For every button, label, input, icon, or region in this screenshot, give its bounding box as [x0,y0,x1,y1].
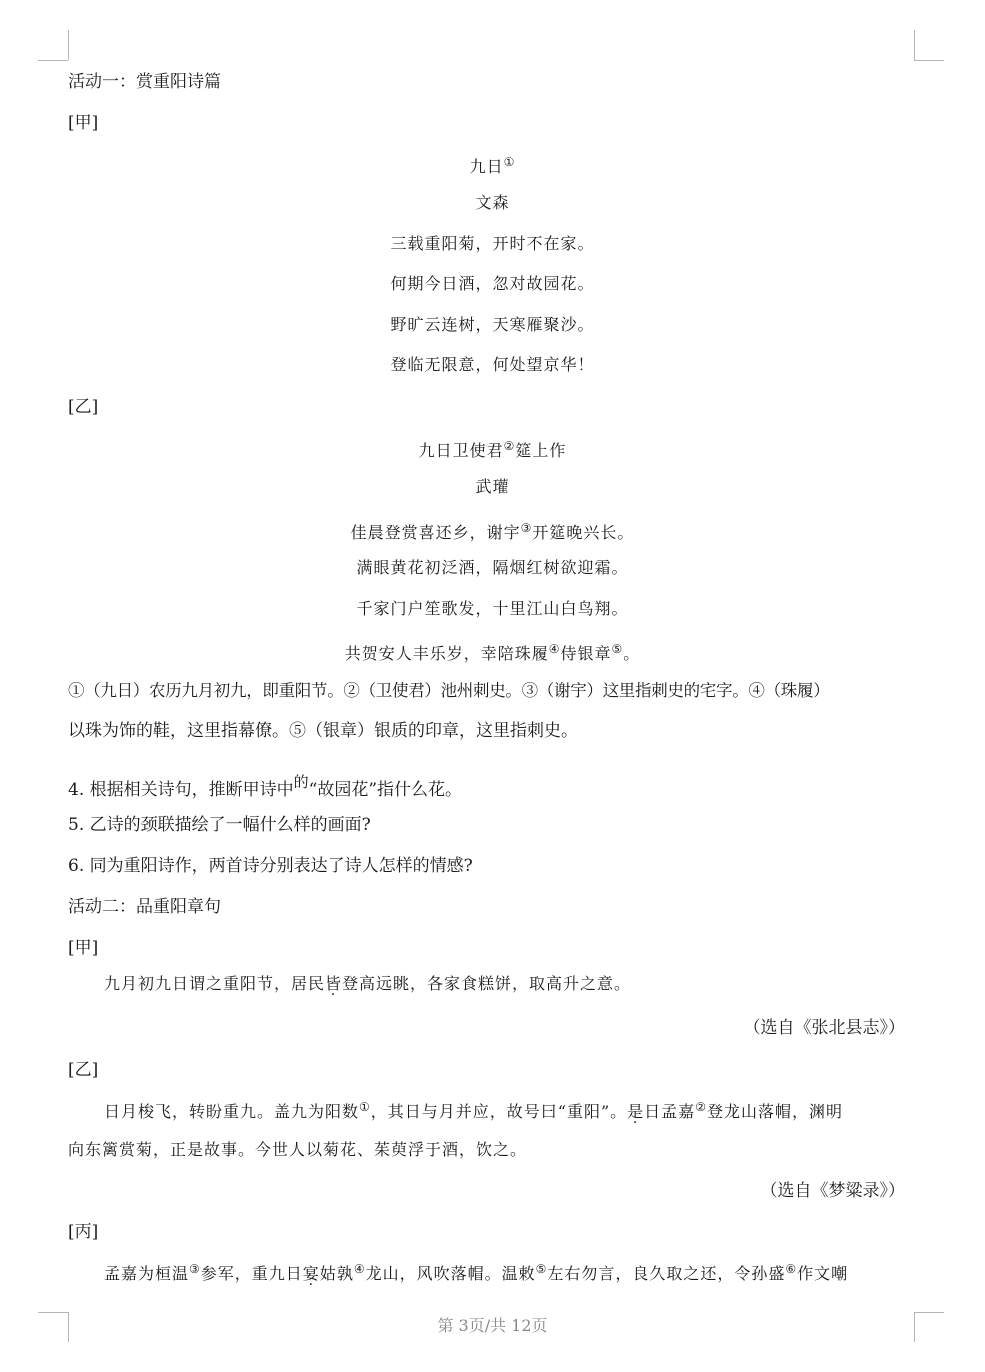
footnote-marker: ④ [353,1262,366,1276]
section-label-yi: [乙] [68,397,99,417]
poem2-line-4 [0,638,985,665]
poem2-title [0,435,985,462]
poem1-line-1: 三载重阳菊，开时不在家。 [390,234,595,253]
question-5: 5. 乙诗的颈联描绘了一幅什么样的画面? [68,815,371,835]
footnote-marker: ⑤ [611,642,624,656]
notes-line-1: ①（九日）农历九月初九，即重阳节。②（卫使君）池州刺史。③（谢宇）这里指刺史的宅字。④（珠履） [68,681,830,700]
dotted-word: 宴 [302,1264,320,1283]
poem1-title [0,151,985,178]
poem2-line-4-a: 共贺安人丰乐岁，幸陪珠履 [344,644,549,663]
page-footer: 第 3页/共 12页 [437,1316,548,1335]
dotted-word: 皆 [325,974,343,993]
source-jia: （选自《张北县志》） [743,1018,905,1038]
poem2-author: 武瓘 [475,477,510,496]
footnote-marker: ⑥ [785,1262,798,1276]
footnote-marker: ⑤ [535,1262,548,1276]
passage-yi-b: ，其日与月并应，故号曰“重阳”。 [370,1102,628,1121]
footnote-marker: ③ [520,521,533,535]
footnote-marker: ① [359,1100,371,1114]
poem2-line-2: 满眼黄花初泛酒，隔烟红树欲迎霜。 [356,558,629,577]
poem2-line-4-c: 。 [623,644,641,663]
question-4-b: “故园花”指什么花。 [308,780,463,800]
passage-yi-d: 登龙山落帽，渊明 [706,1102,843,1121]
source-yi: （选自《梦粱录》） [760,1181,905,1201]
question-4-a: 4. 根据相关诗句，推断甲诗中 [68,780,294,800]
poem1-author: 文森 [475,193,510,212]
poem1-line-2: 何期今日酒，忽对故园花。 [390,274,595,293]
section-label-jia: [甲] [68,113,99,133]
passage-jia [104,973,631,995]
poem2-title-a: 九日卫使君 [418,441,504,460]
question-4 [68,771,462,801]
poem1-line-4: 登临无限意，何处望京华！ [390,355,595,374]
poem1-line-3: 野旷云连树，天寒雁聚沙。 [390,315,595,334]
footnote-marker: ④ [548,642,561,656]
passage-bing-d: 龙山，风吹落帽。温敕 [365,1264,536,1283]
passage-bing-c: 姑孰 [319,1264,354,1283]
passage-bing-b: 参军，重九日 [200,1264,303,1283]
passage-yi-line-1 [104,1096,843,1123]
footnote-marker: ① [503,155,516,169]
poem2-title-b: 筵上作 [515,441,567,460]
notes-line-2: 以珠为饰的鞋，这里指幕僚。⑤（银章）银质的印章，这里指刺史。 [68,721,578,741]
dotted-word: 是 [627,1102,645,1121]
passage-jia-b: 登高远眺，各家食糕饼，取高升之意。 [342,974,632,993]
question-6: 6. 同为重阳诗作，两首诗分别表达了诗人怎样的情感? [68,856,473,876]
activity1-title: 活动一：赏重阳诗篇 [68,72,221,92]
poem1-title-text: 九日 [469,157,504,176]
question-4-sup: 的 [293,773,309,791]
passage-bing-line-1 [104,1258,848,1285]
poem2-line-1 [0,517,985,544]
poem2-line-1-a: 佳晨登赏喜还乡，谢宇 [350,523,521,542]
section-label-bing: [丙] [68,1222,99,1242]
poem2-line-1-b: 开筵晚兴长。 [532,523,635,542]
footnote-marker: ② [503,439,516,453]
passage-yi-a: 日月梭飞，转盼重九。盖九为阳数 [104,1102,360,1121]
passage-bing-f: 作文嘲 [797,1264,849,1283]
footnote-marker: ② [695,1100,707,1114]
section-label-jia-2: [甲] [68,938,99,958]
passage-yi-line-2: 向东篱赏菊，正是故事。今世人以菊花、茱萸浮于酒，饮之。 [68,1140,528,1159]
poem2-line-4-b: 侍银章 [560,644,612,663]
passage-bing-a: 孟嘉为桓温 [104,1264,190,1283]
section-label-yi-2: [乙] [68,1060,99,1080]
poem2-line-3: 千家门户笙歌发，十里江山白鸟翔。 [356,599,629,618]
activity2-title: 活动二：品重阳章句 [68,897,221,917]
passage-bing-e: 左右勿言，良久取之还，令孙盛 [547,1264,786,1283]
footnote-marker: ③ [189,1262,201,1276]
passage-jia-a: 九月初九日谓之重阳节，居民 [104,974,326,993]
passage-yi-c: 日孟嘉 [644,1102,696,1121]
